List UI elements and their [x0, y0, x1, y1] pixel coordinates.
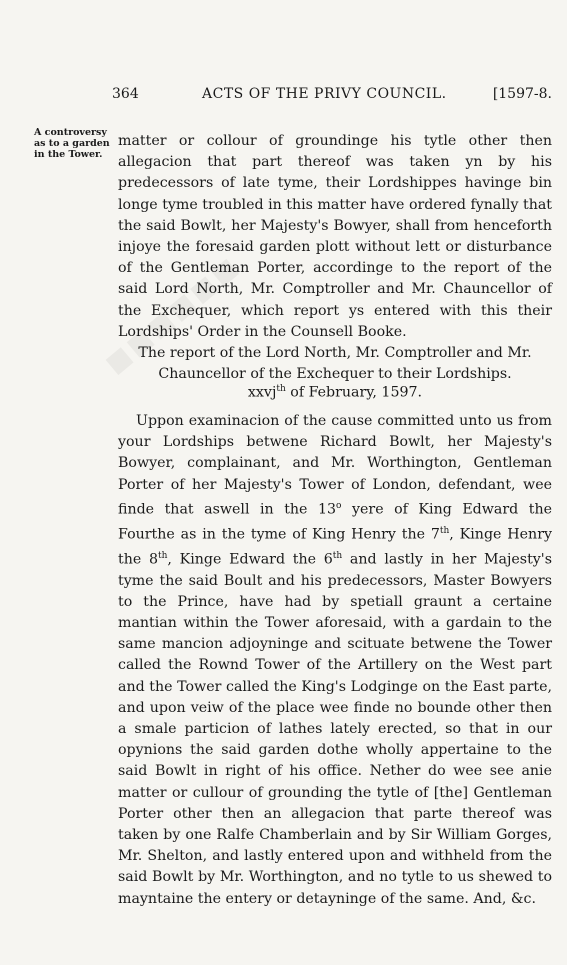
- report-text-3: , Kinge Henry the 8: [118, 526, 552, 568]
- report-date-day: xxvj: [247, 384, 277, 401]
- margin-note: A controversy as to a garden in the Tower.: [34, 127, 110, 160]
- superscript-4: th: [332, 550, 343, 561]
- report-text-1: Uppon examinacion of the cause committed unto us from your Lordships betwene Richard Bowlt, her Majesty's Bowyer, complainant, and Mr. Worthington, Gentleman Porter of her Majesty's Tower of London, defendant, wee finde that aswell in the 13: [118, 413, 552, 518]
- superscript-2: th: [439, 525, 450, 536]
- report-text-4: , Kinge Edward the 6: [167, 551, 333, 568]
- header-year: [1597-8.: [492, 86, 552, 102]
- report-date: [118, 384, 552, 401]
- paragraph-report: [118, 411, 552, 910]
- report-text-5: and lastly in her Majesty's tyme the said Boult and his predecessors, Master Bowyers to the Prince, have had by spetiall graunt a certaine mantian within the Tower aforesaid, with a gardain to the same mancion adjoyninge and scituate betwene the Tower called the Rownd Tower of the Artillery on the West part and the Tower called the King's Lodginge on the East parte, and upon veiw of the place wee finde no bounde other then a smale particion of lathes lately erected, so that in our opynions the said garden dothe wholly appertaine to the said Bowlt in right of his office. Nether do wee see anie matter or cullour of grounding the tytle of [the] Gentleman Porter other then an allegacion that parte thereof was taken by one Ralfe Chamberlain and by Sir William Gorges, Mr. Shelton, and lastly entered upon and withheld from the said Bowlt by Mr. Worthington, and no tytle to us shewed to mayntaine the entery or detayninge of the same. And, &c.: [118, 551, 552, 907]
- superscript-1: o: [336, 500, 342, 511]
- report-heading: The report of the Lord North, Mr. Comptroller and Mr. Chauncellor of the Exchequer to their Lordships.: [138, 345, 532, 383]
- running-title: ACTS OF THE PRIVY COUNCIL.: [202, 86, 447, 102]
- running-header: [112, 86, 552, 108]
- paragraph-order: matter or collour of groundinge his tytle other then allegacion that part thereof was taken yn by his predecessors of late tyme, their Lordshippes havinge bin longe tyme troubled in this matter have ordered fynally that the said Bowlt, her Majesty's Bowyer, shall from henceforth injoye the foresaid garden plott without lett or disturbance of the Gentleman Porter, accordinge to the report of the said Lord North, Mr. Comptroller and Mr. Chauncellor of the Exchequer, which report ys entered with this their Lordships' Order in the Counsell Booke.: [118, 133, 552, 340]
- report-text-2: yere of King Edward the Fourthe as in the tyme of King Henry the 7: [118, 501, 552, 543]
- report-date-suffix: th: [276, 384, 286, 394]
- page-number: 364: [112, 86, 139, 102]
- superscript-3: th: [158, 550, 168, 561]
- report-date-rest: of February, 1597.: [285, 384, 423, 401]
